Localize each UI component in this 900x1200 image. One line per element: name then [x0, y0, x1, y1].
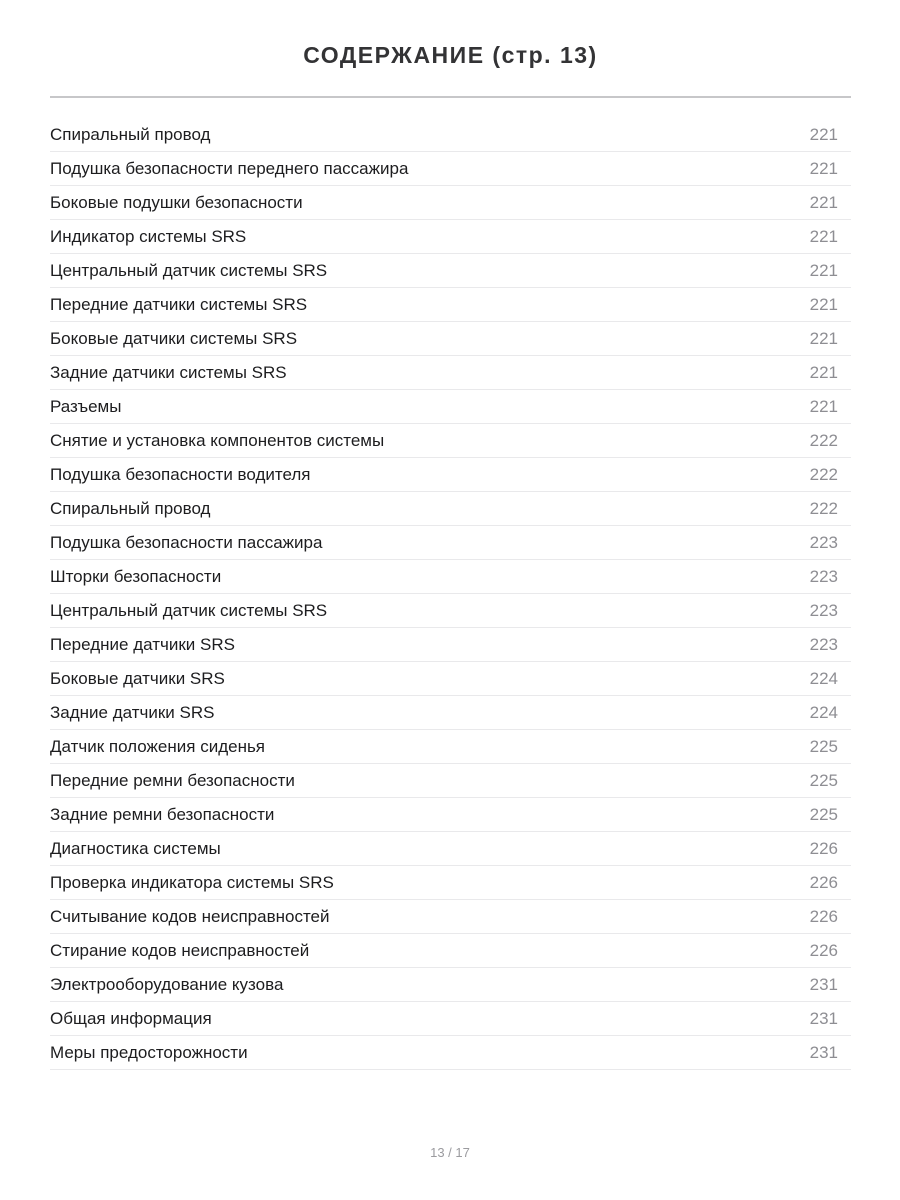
- toc-item-page: 226: [809, 872, 838, 892]
- toc-row[interactable]: [50, 764, 851, 798]
- toc-item-page: 221: [809, 396, 838, 416]
- toc-row[interactable]: [50, 288, 851, 322]
- toc-item-page: 221: [809, 226, 838, 246]
- toc-item-label: Передние датчики SRS: [50, 634, 235, 654]
- toc-row[interactable]: [50, 1036, 851, 1070]
- toc-item-label: Разъемы: [50, 396, 122, 416]
- toc-row[interactable]: [50, 662, 851, 696]
- toc-row[interactable]: [50, 900, 851, 934]
- toc-item-page: 221: [809, 260, 838, 280]
- toc-item-page: 223: [809, 634, 838, 654]
- toc-row[interactable]: [50, 594, 851, 628]
- toc-item-label: Боковые подушки безопасности: [50, 192, 303, 212]
- toc-row[interactable]: [50, 356, 851, 390]
- toc-item-label: Спиральный провод: [50, 498, 211, 518]
- toc-item-page: 226: [809, 940, 838, 960]
- toc-row[interactable]: [50, 458, 851, 492]
- toc-row[interactable]: [50, 152, 851, 186]
- toc-row[interactable]: [50, 254, 851, 288]
- toc-item-page: 225: [809, 770, 838, 790]
- toc-item-page: 222: [809, 498, 838, 518]
- toc-item-page: 221: [809, 294, 838, 314]
- toc-item-label: Стирание кодов неисправностей: [50, 940, 310, 960]
- toc-item-label: Задние ремни безопасности: [50, 804, 275, 824]
- toc-row[interactable]: [50, 492, 851, 526]
- toc-item-page: 223: [809, 532, 838, 552]
- toc-row[interactable]: [50, 968, 851, 1002]
- toc-item-label: Спиральный провод: [50, 124, 211, 144]
- toc-item-page: 224: [809, 668, 838, 688]
- toc-item-label: Снятие и установка компонентов системы: [50, 430, 385, 450]
- toc-item-page: 231: [809, 974, 838, 994]
- toc-item-label: Проверка индикатора системы SRS: [50, 872, 334, 892]
- toc-row[interactable]: [50, 322, 851, 356]
- toc-item-page: 226: [809, 838, 838, 858]
- toc-row[interactable]: [50, 118, 851, 152]
- toc-item-page: 221: [809, 192, 838, 212]
- toc-item-page: 221: [809, 158, 838, 178]
- toc-item-label: Центральный датчик системы SRS: [50, 600, 328, 620]
- toc-row[interactable]: [50, 390, 851, 424]
- toc-item-label: Подушка безопасности пассажира: [50, 532, 323, 552]
- toc-item-page: 224: [809, 702, 838, 722]
- toc-row[interactable]: [50, 560, 851, 594]
- toc-row[interactable]: [50, 934, 851, 968]
- toc-item-page: 225: [809, 804, 838, 824]
- toc-item-label: Шторки безопасности: [50, 566, 222, 586]
- toc-item-page: 221: [809, 124, 838, 144]
- toc-row[interactable]: [50, 424, 851, 458]
- toc-item-label: Считывание кодов неисправностей: [50, 906, 330, 926]
- toc-item-page: 231: [809, 1042, 838, 1062]
- toc-row[interactable]: [50, 526, 851, 560]
- toc-item-label: Боковые датчики SRS: [50, 668, 225, 688]
- toc-list: [50, 118, 851, 1070]
- toc-item-page: 221: [809, 328, 838, 348]
- toc-item-label: Подушка безопасности переднего пассажира: [50, 158, 409, 178]
- toc-item-label: Задние датчики системы SRS: [50, 362, 287, 382]
- toc-item-label: Индикатор системы SRS: [50, 226, 247, 246]
- toc-row[interactable]: [50, 730, 851, 764]
- header-divider: [50, 96, 851, 98]
- toc-item-page: 222: [809, 464, 838, 484]
- toc-item-label: Диагностика системы: [50, 838, 221, 858]
- toc-item-label: Задние датчики SRS: [50, 702, 215, 722]
- toc-row[interactable]: [50, 832, 851, 866]
- toc-item-label: Датчик положения сиденья: [50, 736, 266, 756]
- toc-item-label: Меры предосторожности: [50, 1042, 248, 1062]
- toc-item-label: Передние датчики системы SRS: [50, 294, 308, 314]
- toc-row[interactable]: [50, 798, 851, 832]
- toc-item-label: Электрооборудование кузова: [50, 974, 284, 994]
- toc-item-page: 223: [809, 600, 838, 620]
- page-indicator: 13 / 17: [430, 1145, 470, 1160]
- toc-item-page: 221: [809, 362, 838, 382]
- toc-item-label: Общая информация: [50, 1008, 212, 1028]
- toc-item-label: Подушка безопасности водителя: [50, 464, 311, 484]
- toc-item-page: 223: [809, 566, 838, 586]
- toc-row[interactable]: [50, 1002, 851, 1036]
- toc-item-label: Передние ремни безопасности: [50, 770, 295, 790]
- toc-item-page: 231: [809, 1008, 838, 1028]
- toc-item-page: 226: [809, 906, 838, 926]
- toc-row[interactable]: [50, 186, 851, 220]
- toc-row[interactable]: [50, 696, 851, 730]
- toc-row[interactable]: [50, 628, 851, 662]
- page-title: СОДЕРЖАНИЕ (стр. 13): [303, 42, 598, 68]
- toc-item-label: Центральный датчик системы SRS: [50, 260, 328, 280]
- toc-row[interactable]: [50, 866, 851, 900]
- toc-item-page: 225: [809, 736, 838, 756]
- toc-row[interactable]: [50, 220, 851, 254]
- toc-item-label: Боковые датчики системы SRS: [50, 328, 298, 348]
- toc-item-page: 222: [809, 430, 838, 450]
